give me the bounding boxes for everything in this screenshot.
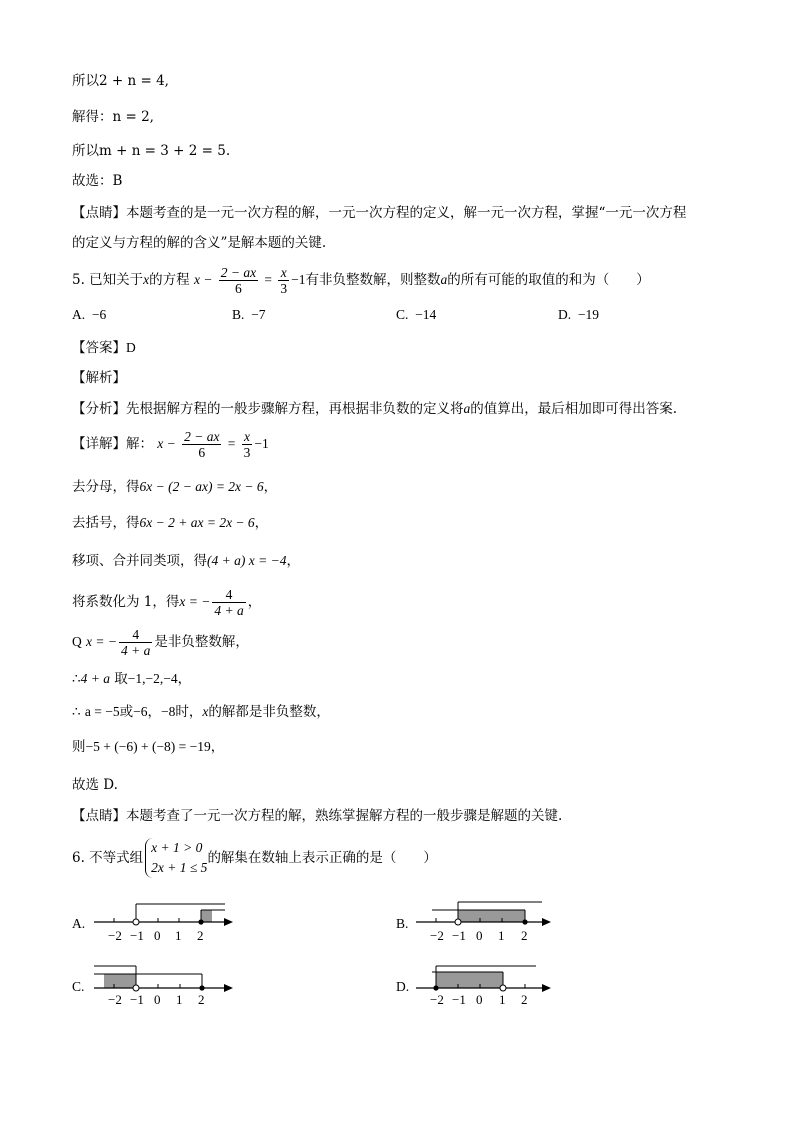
svg-text:2: 2 [521,992,528,1004]
q5-frac-den: 6 [235,281,242,296]
svg-text:0: 0 [154,928,161,940]
svg-text:1: 1 [176,992,183,1004]
svg-text:−2: −2 [108,928,122,940]
svg-text:0: 0 [154,992,161,1004]
q5-eq-equals: = [264,272,273,287]
shaded-region [436,972,503,988]
q5-analysis-tag: 【解析】 [72,370,126,386]
q5-step-6: ∴4 + a 取−1,−2,−4， [72,671,192,687]
q5-stem-post: 有非负整数解，则整数 [305,272,441,288]
q6-option-a-label: A. [72,916,86,931]
svg-text:1: 1 [499,992,506,1004]
q5-rhs-den: 3 [280,281,288,296]
q6-option-b-label: B. [396,916,409,931]
dianjing-1-line-b: 的定义与方程的解的含义”是解本题的关键. [72,235,327,251]
svg-text:2: 2 [198,992,205,1004]
q5-rhs-num: x [278,265,289,281]
q6-stem: 6. 不等式组 x + 1 > 0 2x + 1 ≤ 5 的解集在数轴上表示正确的是（ ） [72,838,437,878]
q6-option-d-numberline [412,958,562,1004]
line-4: 故选：B [72,173,123,189]
q5-step-9: 故选 D. [72,777,118,793]
dianjing-1-line-a [72,204,686,222]
q5-step-3: 移项、合并同类项，得(4 + a) x = −4， [72,553,300,569]
q6-option-b-numberline [412,896,562,940]
line-1: 所以2 + n = 4, [72,73,169,89]
svg-text:1: 1 [498,928,505,940]
q5-option-c: C. −14 [396,307,437,322]
svg-text:−1: −1 [452,992,466,1004]
q5-option-a: A. −6 [72,307,107,322]
q5-stem [72,262,650,298]
line-3: 所以m + n = 3 + 2 = 5. [72,143,231,159]
q5-frac-lhs [219,265,258,296]
q5-dianjing: 【点睛】本题考查了一元一次方程的解，熟练掌握解方程的一般步骤是解题的关键. [72,808,563,824]
line-2: 解得：n = 2, [72,109,154,125]
q5-eq-x: x − [193,272,213,287]
q5-frac-num: 2 − ax [220,265,257,280]
svg-text:−1: −1 [130,928,144,940]
q5-step-5: Q x = − $\frac{4}{4 + a}$ 是非负整数解， [72,627,249,658]
svg-text:2: 2 [521,928,528,940]
q6-option-d-label: D. [396,979,410,994]
q5-frac-rhs [278,265,289,296]
svg-text:−2: −2 [430,992,444,1004]
svg-text:−2: −2 [430,928,444,940]
q5-step-1: 去分母，得6x − (2 − ax) = 2x − 6， [72,479,278,495]
q6-option-a-numberline [90,896,240,940]
svg-text:0: 0 [476,928,483,940]
svg-text:−1: −1 [452,928,466,940]
svg-text:−1: −1 [130,992,144,1004]
q5-var-a: a [440,272,448,287]
dianjing-tag: 【点睛】 [72,205,126,221]
q5-eq-minus1: −1 [291,272,306,287]
q5-answer: 【答案】D [72,340,136,356]
svg-text:0: 0 [476,992,483,1004]
shaded-region [458,910,525,922]
q5-option-b: B. −7 [232,307,266,322]
q6-option-c-label: C. [72,979,85,994]
q5-xiangjie: 【详解】解： x − $\frac{2 - ax}{6}$ = $\frac{x}{3}$ −1 [72,429,269,460]
q5-stem-end: 的所有可能的取值的和为（ ） [447,272,650,288]
q5-step-4: 将系数化为 1，得x = − $\frac{4}{4 + a}$ ， [72,587,262,618]
q5-step-2: 去括号，得6x − 2 + ax = 2x − 6， [72,515,269,531]
q5-var-x: x [143,272,150,287]
shaded-region [104,974,136,988]
q5-fenxi: 【分析】先根据解方程的一般步骤解方程，再根据非负数的定义将a的值算出，最后相加即可得出答案. [72,401,678,417]
svg-text:2: 2 [197,928,204,940]
svg-text:−2: −2 [108,992,122,1004]
q5-stem-mid: 的方程 [149,272,190,288]
q5-step-7: ∴ a = −5或−6，−8时，x的解都是非负整数， [72,704,330,720]
dianjing-text: 本题考查的是一元一次方程的解，一元一次方程的定义，解一元一次方程，掌握“一元一次方程 [126,205,687,221]
q6-option-c-numberline [90,958,240,1004]
q5-stem-pre: 5. 已知关于 [72,272,144,288]
q5-step-8: 则−5 + (−6) + (−8) = −19， [72,739,225,755]
q6-inequality-system: x + 1 > 0 2x + 1 ≤ 5 [145,838,207,878]
q5-option-d: D. −19 [558,307,599,322]
svg-text:1: 1 [175,928,182,940]
